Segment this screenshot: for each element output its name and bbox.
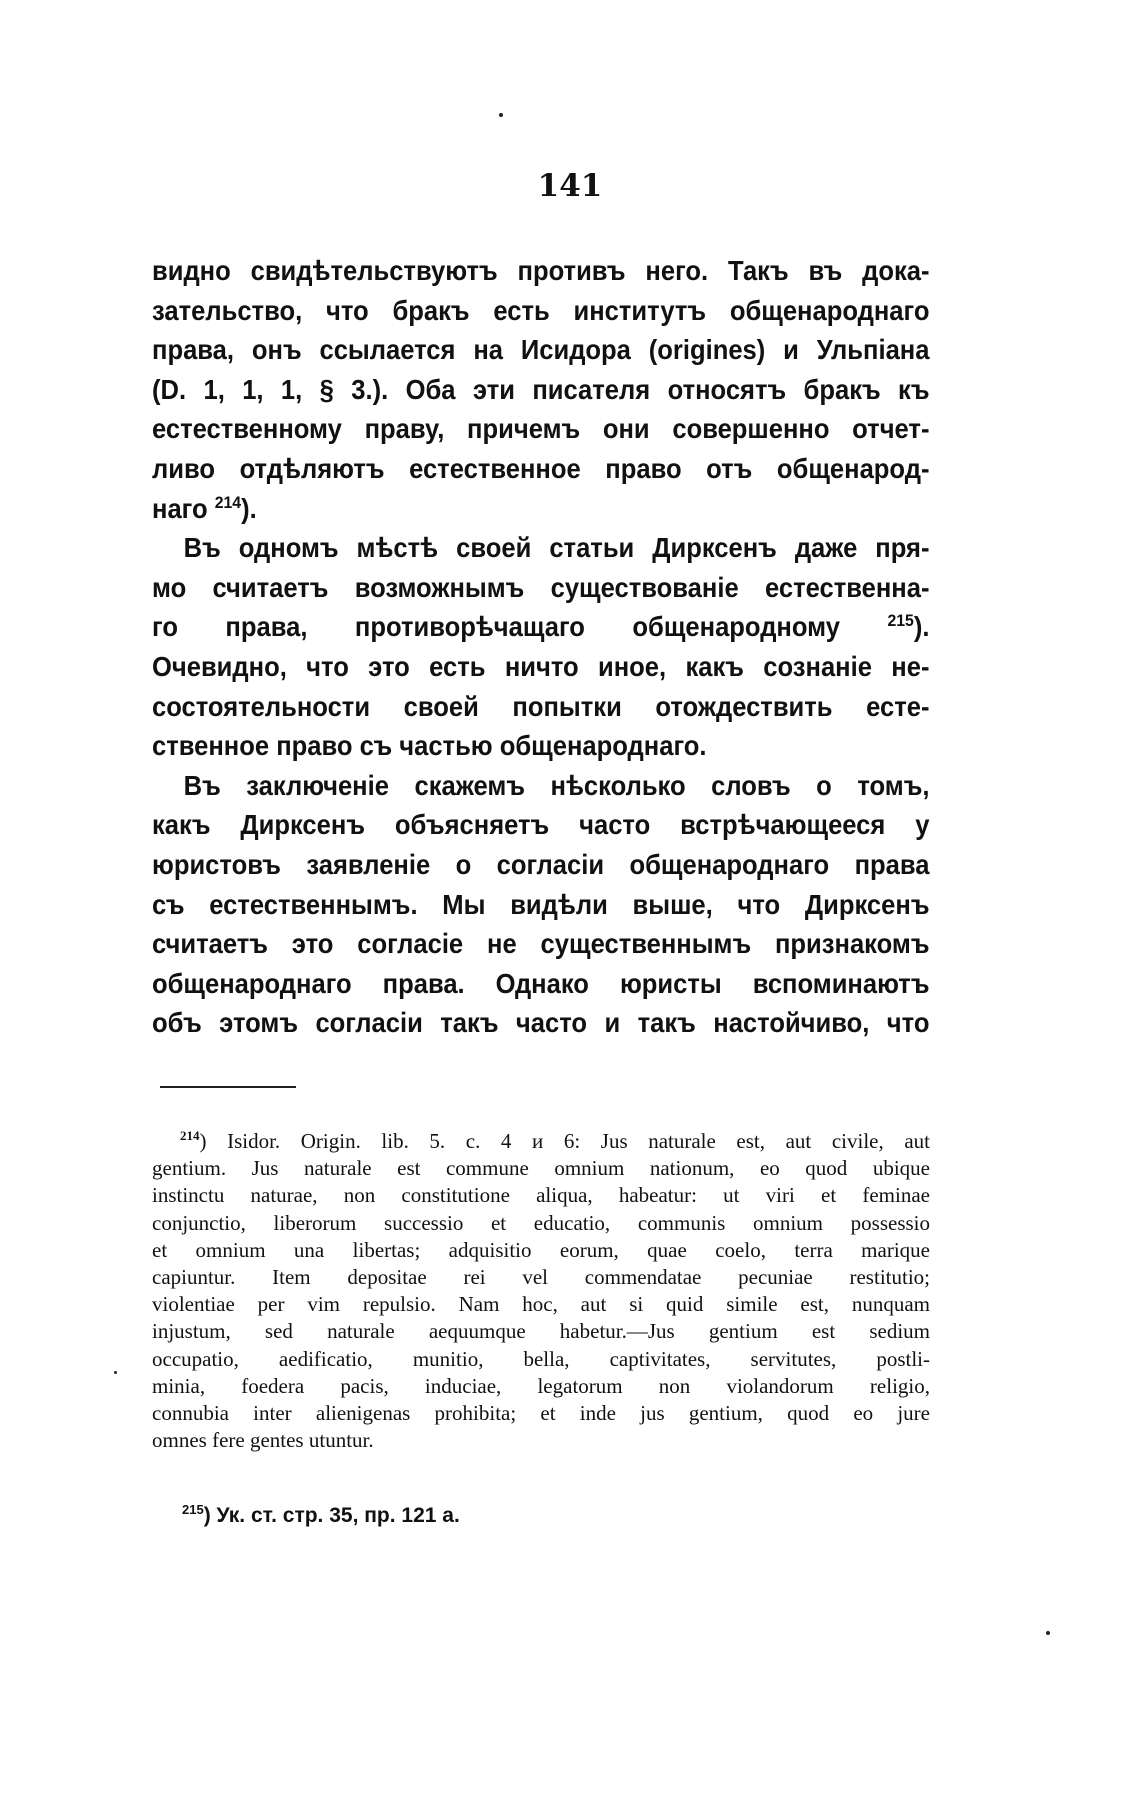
- print-speck: [499, 113, 503, 117]
- footnote-line: minia, foedera pacis, induciae, legatorum non violandorum religio,: [152, 1373, 930, 1398]
- footnote-text: ) Isidor. Origin. lib. 5. c. 4 и 6: Jus naturale est, aut civile, aut: [199, 1129, 930, 1153]
- text-fragment: наго: [152, 492, 208, 524]
- footnote-215: [182, 1504, 460, 1528]
- text-line: видно свидѣтельствуютъ противъ него. Такъ въ дока-: [152, 255, 930, 286]
- text-line: [152, 489, 929, 529]
- text-line: какъ Дирксенъ объясняетъ часто встрѣчающееся у: [152, 809, 930, 841]
- text-line: объ этомъ согласіи такъ часто и такъ настойчиво, что: [152, 1007, 930, 1039]
- main-text: [152, 251, 930, 1043]
- footnote-ref-215[interactable]: 215: [887, 611, 914, 631]
- footnote-line: capiuntur. Item depositae rei vel commendatae pecuniae restitutio;: [152, 1264, 930, 1289]
- text-line: состоятельности своей попытки отождествить есте-: [152, 690, 930, 722]
- text-line: считаетъ это согласіе не существеннымъ признакомъ: [152, 928, 930, 960]
- text-line: Очевидно, что это есть ничто иное, какъ сознаніе не-: [152, 650, 930, 682]
- text-line: (D. 1, 1, 1, § 3.). Оба эти писателя относятъ бракъ къ: [152, 373, 930, 405]
- footnote-214: [152, 1128, 930, 1454]
- footnote-line: injustum, sed naturale aequumque habetur.—Jus gentium est sedium: [152, 1319, 930, 1344]
- text-line: ственное право съ частью общенароднаго.: [152, 730, 707, 762]
- footnote-line: occupatio, aedificatio, munitio, bella, captivitates, servitutes, postli-: [152, 1346, 930, 1371]
- footnote-divider: [160, 1086, 296, 1088]
- text-fragment: ).: [913, 611, 930, 643]
- footnote-marker-214: 214: [180, 1128, 200, 1143]
- text-line: Въ одномъ мѣстѣ своей статьи Дирксенъ даже пря-: [183, 532, 930, 564]
- text-line: общенароднаго права. Однако юристы вспоминаютъ: [152, 967, 930, 999]
- text-line: ливо отдѣляютъ естественное право отъ общенарод-: [152, 452, 930, 484]
- print-speck: [114, 1371, 117, 1374]
- footnote-ref-214[interactable]: 214: [214, 492, 242, 512]
- footnote-text: ) Ук. ст. стр. 35, пр. 121 а.: [203, 1504, 460, 1527]
- text-line: юристовъ заявленіе о согласіи общенароднаго права: [152, 848, 930, 880]
- text-line: съ естественнымъ. Мы видѣли выше, что Дирксенъ: [152, 888, 930, 920]
- print-speck: [1046, 1631, 1050, 1635]
- text-line: права, онъ ссылается на Исидора (origines) и Ульпіана: [152, 334, 930, 366]
- footnote-line: omnes fere gentes utuntur.: [152, 1428, 374, 1453]
- footnote-marker-215: 215: [182, 1502, 204, 1517]
- text-fragment: го права, противорѣчащаго общенародному: [152, 611, 840, 643]
- text-line: естественному праву, причемъ они совершенно отчет-: [152, 413, 930, 445]
- footnote-line: connubia inter alienigenas prohibita; et inde jus gentium, quod eo jure: [152, 1400, 930, 1425]
- footnote-line: conjunctio, liberorum successio et educatio, communis omnium possessio: [152, 1210, 930, 1235]
- footnote-line: instinctu naturae, non constitutione aliqua, habeatur: ut viri et feminae: [152, 1183, 930, 1208]
- text-line: зательство, что бракъ есть институтъ общенароднаго: [152, 294, 930, 326]
- text-line: мо считаетъ возможнымъ существованіе естественна-: [152, 571, 930, 603]
- footnote-line: gentium. Jus naturale est commune omnium nationum, eo quod ubique: [152, 1156, 930, 1181]
- footnote-line: [152, 1128, 930, 1155]
- text-line: [152, 607, 929, 647]
- footnote-line: et omnium una libertas; adquisitio eorum, quae coelo, terra marique: [152, 1237, 930, 1262]
- footnote-line: violentiae per vim repulsio. Nam hoc, aut si quid simile est, nunquam: [152, 1292, 930, 1317]
- page-number: 141: [537, 168, 603, 204]
- text-line: Въ заключеніе скажемъ нѣсколько словъ о томъ,: [183, 769, 930, 801]
- text-fragment: ).: [241, 492, 257, 524]
